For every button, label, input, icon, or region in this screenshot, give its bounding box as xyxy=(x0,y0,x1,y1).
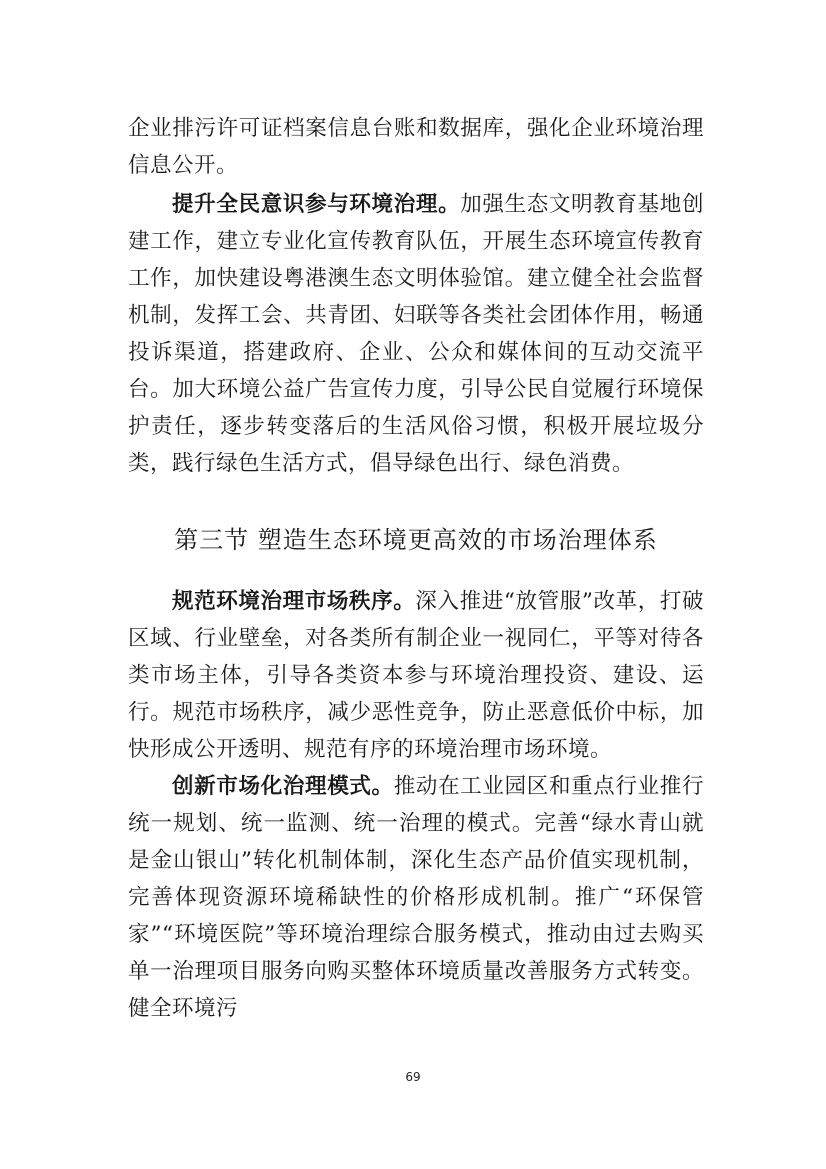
paragraph-market-order xyxy=(128,583,704,768)
paragraph-lead: 提升全民意识参与环境治理。 xyxy=(172,192,461,217)
paragraph-text: 深入推进“放管服”改革，打破区域、行业壁垒，对各类所有制企业一视同仁，平等对待各类市场主体，引导各类资本参与环境治理投资、建设、运行。规范市场秩序，减少恶性竞争，防止恶意低价中标，加快形成公开透明、规范有序的环境治理市场环境。 xyxy=(128,589,704,762)
paragraph-lead: 规范环境治理市场秩序。 xyxy=(172,589,416,614)
page-number: 69 xyxy=(405,1070,421,1084)
paragraph-text: 推动在工业园区和重点行业推行统一规划、统一监测、统一治理的模式。完善“绿水青山就是金山银山”转化机制体制，深化生态产品价值实现机制，完善体现资源环境稀缺性的价格形成机制。推广“环保管家”“环境医院”等环境治理综合服务模式，推动由过去购买单一治理项目服务向购买整体环境质量改善服务方式转变。健全环境污 xyxy=(128,774,704,1021)
paragraph-public-participation xyxy=(128,186,704,482)
paragraph-text: 企业排污许可证档案信息台账和数据库，强化企业环境治理信息公开。 xyxy=(128,116,704,178)
section-heading: 第三节 塑造生态环境更高效的市场治理体系 xyxy=(174,526,658,554)
paragraph-lead: 创新市场化治理模式。 xyxy=(172,774,394,799)
paragraph-market-governance xyxy=(128,768,704,1027)
page-body xyxy=(128,110,704,1027)
paragraph-text: 加强生态文明教育基地创建工作，建立专业化宣传教育队伍，开展生态环境宣传教育工作，加快建设粤港澳生态文明体验馆。建立健全社会监督机制，发挥工会、共青团、妇联等各类社会团体作用，畅通投诉渠道，搭建政府、企业、公众和媒体间的互动交流平台。加大环境公益广告宣传力度，引导公民自觉履行环境保护责任，逐步转变落后的生活风俗习惯，积极开展垃圾分类，践行绿色生活方式，倡导绿色出行、绿色消费。 xyxy=(128,192,704,476)
paragraph-continued xyxy=(128,110,704,184)
